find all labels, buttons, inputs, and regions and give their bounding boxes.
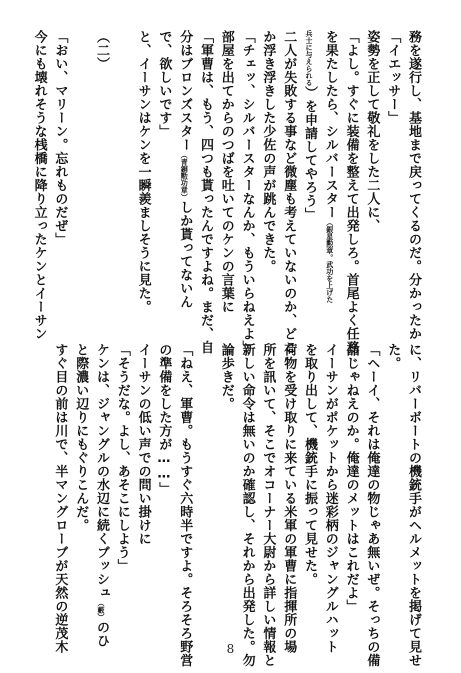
text-segment: 「チェッ、シルバースターなんか、もういらねえよ」 <box>239 30 255 354</box>
text-segment: 「ねえ、軍曹。もうすぐ六時半ですよ。そろそろ野営 <box>177 343 193 667</box>
text-segment: 今にも壊れそうな桟橋に降り立ったケンとイーサン <box>31 30 47 341</box>
text-segment: を取り出して、機銃手に振って見せた。 <box>302 343 317 586</box>
text-column <box>342 343 360 633</box>
text-column <box>404 30 422 341</box>
text-segment: 品じゃねえのか。俺達のメットはこれだよ」 <box>343 343 359 613</box>
ruby-annotation: （銀星勲章。武功を上げた <box>325 219 334 303</box>
text-column <box>321 343 339 654</box>
text-segment: ケンは、ジャングルの水辺に続くブッシュ <box>94 343 109 600</box>
upper-text-block <box>0 30 461 354</box>
text-segment: 論歩きだ。 <box>218 343 234 411</box>
text-segment: 部屋を出てからのつばを吐いてのケンの言葉に <box>218 30 234 314</box>
text-segment: ）を申請してやろう」 <box>302 86 317 221</box>
ruby-annotation: （青銅勲功章） <box>180 151 189 201</box>
text-segment: た。 <box>385 343 401 370</box>
text-column <box>217 343 235 633</box>
text-column <box>238 30 256 354</box>
ruby-annotation: （藪） <box>97 599 105 621</box>
text-column <box>383 30 401 320</box>
text-column <box>279 30 297 354</box>
text-column <box>258 343 276 667</box>
text-segment: と、イーサンはケンを一瞬羨ましそうに見た。 <box>135 30 151 314</box>
text-column <box>175 30 193 320</box>
text-column <box>92 343 110 648</box>
text-column <box>404 343 422 667</box>
text-column <box>113 343 131 633</box>
text-segment: イーサンがポケットから迷彩柄のジャングルハット <box>322 343 338 654</box>
text-segment: 「おい、マリーン。忘れものだぜ」 <box>52 30 68 246</box>
text-column <box>321 30 339 320</box>
page-number: 8 <box>226 642 235 656</box>
text-column <box>50 343 68 654</box>
text-column <box>134 30 152 320</box>
text-column <box>383 343 401 633</box>
ruby-annotation: 兵士に与えられる <box>305 30 313 86</box>
text-segment: しか貰ってないん <box>177 200 193 309</box>
text-column <box>300 30 318 320</box>
text-segment: で、欲しいです」 <box>156 30 172 138</box>
text-segment: のひ <box>94 620 109 648</box>
text-column <box>154 343 172 633</box>
text-column <box>279 343 297 654</box>
text-segment: 二人が失敗する事など微塵も考えていないのか、どこ <box>281 30 297 354</box>
text-segment: 姿勢を正して敬礼をした二人に、 <box>364 30 380 233</box>
text-segment: 「ヘーイ、それは俺達の物じゃあ無いぜ。そっちの備 <box>364 343 380 667</box>
text-column <box>92 30 110 320</box>
text-column <box>71 30 89 320</box>
text-segment: 務を遂行し、基地まで戻ってくるのだ。分かったか <box>406 30 421 341</box>
text-segment: 分はブロンズスター <box>177 30 193 152</box>
text-column <box>362 343 380 667</box>
text-segment: を果たしたら、シルバースター <box>322 30 338 219</box>
text-column <box>258 30 276 320</box>
text-column <box>196 343 214 633</box>
text-column <box>217 30 235 320</box>
text-column <box>50 30 68 320</box>
text-segment: 所を訊いて、そこでオコーナー大尉から詳しい情報と <box>260 343 276 667</box>
text-column <box>71 343 89 633</box>
text-segment: 「軍曹は、もう、四つも貰ったんですよね。まだ、自 <box>198 30 213 354</box>
text-column <box>154 30 172 320</box>
text-column <box>196 30 214 354</box>
text-column <box>362 30 380 320</box>
text-column <box>175 343 193 667</box>
text-segment: すぐ目の前は川で、半マングローブが天然の逆茂木 <box>52 343 68 654</box>
text-column <box>342 30 360 354</box>
text-segment: か浮き浮きした少佐の声が跳んできた。 <box>260 30 276 273</box>
text-segment: 「よし。すぐに装備を整えて出発しろ。首尾よく任務 <box>343 30 359 354</box>
lower-text-block <box>0 343 461 667</box>
text-segment: に、リバーボートの機銃手がヘルメットを掲げて見せ <box>406 343 421 667</box>
text-column <box>134 343 152 633</box>
text-segment: 新しい命令は無いのか確認し、それから出発した。勿 <box>239 343 255 667</box>
text-segment: の準備をした方が……」 <box>156 343 172 496</box>
text-column <box>113 30 131 320</box>
text-segment: （二） <box>94 30 109 71</box>
text-segment: 「イエッサー」 <box>385 30 401 125</box>
text-segment: 「そうだな。よし、あそこにしよう」 <box>114 343 130 573</box>
text-segment: と際濃い辺りにもぐりこんだ。 <box>73 343 89 532</box>
text-column <box>30 30 48 341</box>
text-column <box>300 343 318 633</box>
text-segment: イーサンの低い声での問い掛けに <box>135 343 151 546</box>
text-column <box>238 343 256 667</box>
text-segment: 荷物を受け取りに来ている米軍の軍曹に指揮所の場 <box>281 343 297 654</box>
